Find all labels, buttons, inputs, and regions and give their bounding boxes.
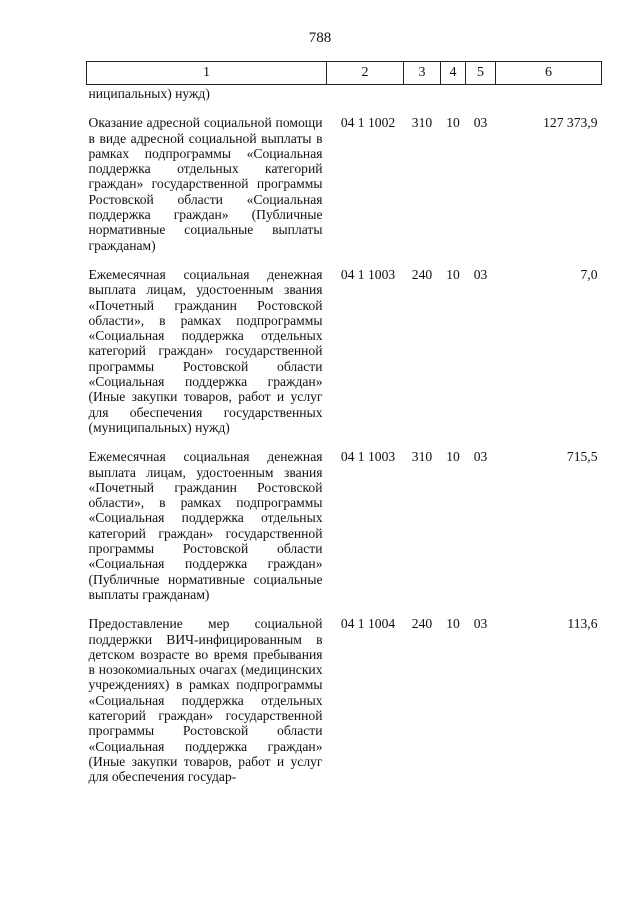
row-col-4: 10 [446,115,460,131]
empty-cell [404,85,441,102]
page-number: 788 [308,30,332,46]
continuation-row [87,85,602,102]
empty-cell [441,85,466,102]
row-description: Оказание адресной социальной помощи в виде адресной социальной выплаты в рамках подпрограммы «Социальная поддержка отдельных категорий граждан» государственной программы Ростовской области «Социальная поддержка граждан» (Публичные нормативные социальные выплаты гражданам) [88,115,323,253]
empty-cell [327,85,404,102]
empty-cell [496,85,602,102]
row-code: 04 1 1004 [340,616,396,632]
row-code: 04 1 1003 [340,449,396,465]
row-col-5: 03 [473,266,488,282]
header-col-2: 2 [327,62,404,85]
row-col-4: 10 [446,266,460,282]
row-col-3: 240 [411,266,433,282]
row-code: 04 1 1003 [340,266,396,282]
header-col-1: 1 [87,62,327,85]
header-col-4: 4 [441,62,466,85]
header-col-6: 6 [496,62,602,85]
row-description: Предоставление мер социальной поддержки ВИЧ-инфицированным в детском возрасте во время пребывания в нозокомиальных очагах (медицинских учреждениях) в рамках подпрограммы «Социальная поддержка отдельных категорий граждан» государственной программы Ростовской области «Социальная поддержка граждан» (Иные закупки товаров, работ и услуг для обеспечения государ- [88,616,323,785]
row-description: Ежемесячная социальная денежная выплата лицам, удостоенным звания «Почетный гражданин Ростовской области», в рамках подпрограммы «Социальная поддержка отдельных категорий граждан» государственной программы Ростовской области «Социальная поддержка граждан» (Публичные нормативные социальные выплаты гражданам) [88,449,323,602]
budget-table [86,61,602,784]
row-amount: 113,6 [567,616,598,632]
row-amount: 127 373,9 [543,115,598,131]
row-code: 04 1 1002 [340,115,396,131]
row-amount: 7,0 [580,266,598,282]
table-row [87,253,602,435]
row-col-5: 03 [473,616,488,632]
header-col-3: 3 [404,62,441,85]
table-body [87,85,602,785]
row-col-5: 03 [473,449,488,465]
header-row [87,62,602,85]
row-col-4: 10 [446,449,460,465]
empty-cell [466,85,496,102]
row-col-5: 03 [473,115,488,131]
row-col-3: 310 [411,115,433,131]
table-header [87,62,602,85]
row-col-3: 310 [411,449,433,465]
row-amount: 715,5 [566,449,598,465]
table-row [87,435,602,602]
header-col-5: 5 [466,62,496,85]
continuation-text: ниципальных) нужд) [88,86,210,101]
table-row [87,602,602,784]
table-row [87,101,602,253]
row-col-3: 240 [411,616,433,632]
row-col-4: 10 [446,616,460,632]
row-description: Ежемесячная социальная денежная выплата лицам, удостоенным звания «Почетный гражданин Ростовской области», в рамках подпрограммы «Социальная поддержка отдельных категорий граждан» государственной программы Ростовской области «Социальная поддержка граждан» (Иные закупки товаров, работ и услуг для обеспечения государственных (муниципальных) нужд) [88,266,323,435]
